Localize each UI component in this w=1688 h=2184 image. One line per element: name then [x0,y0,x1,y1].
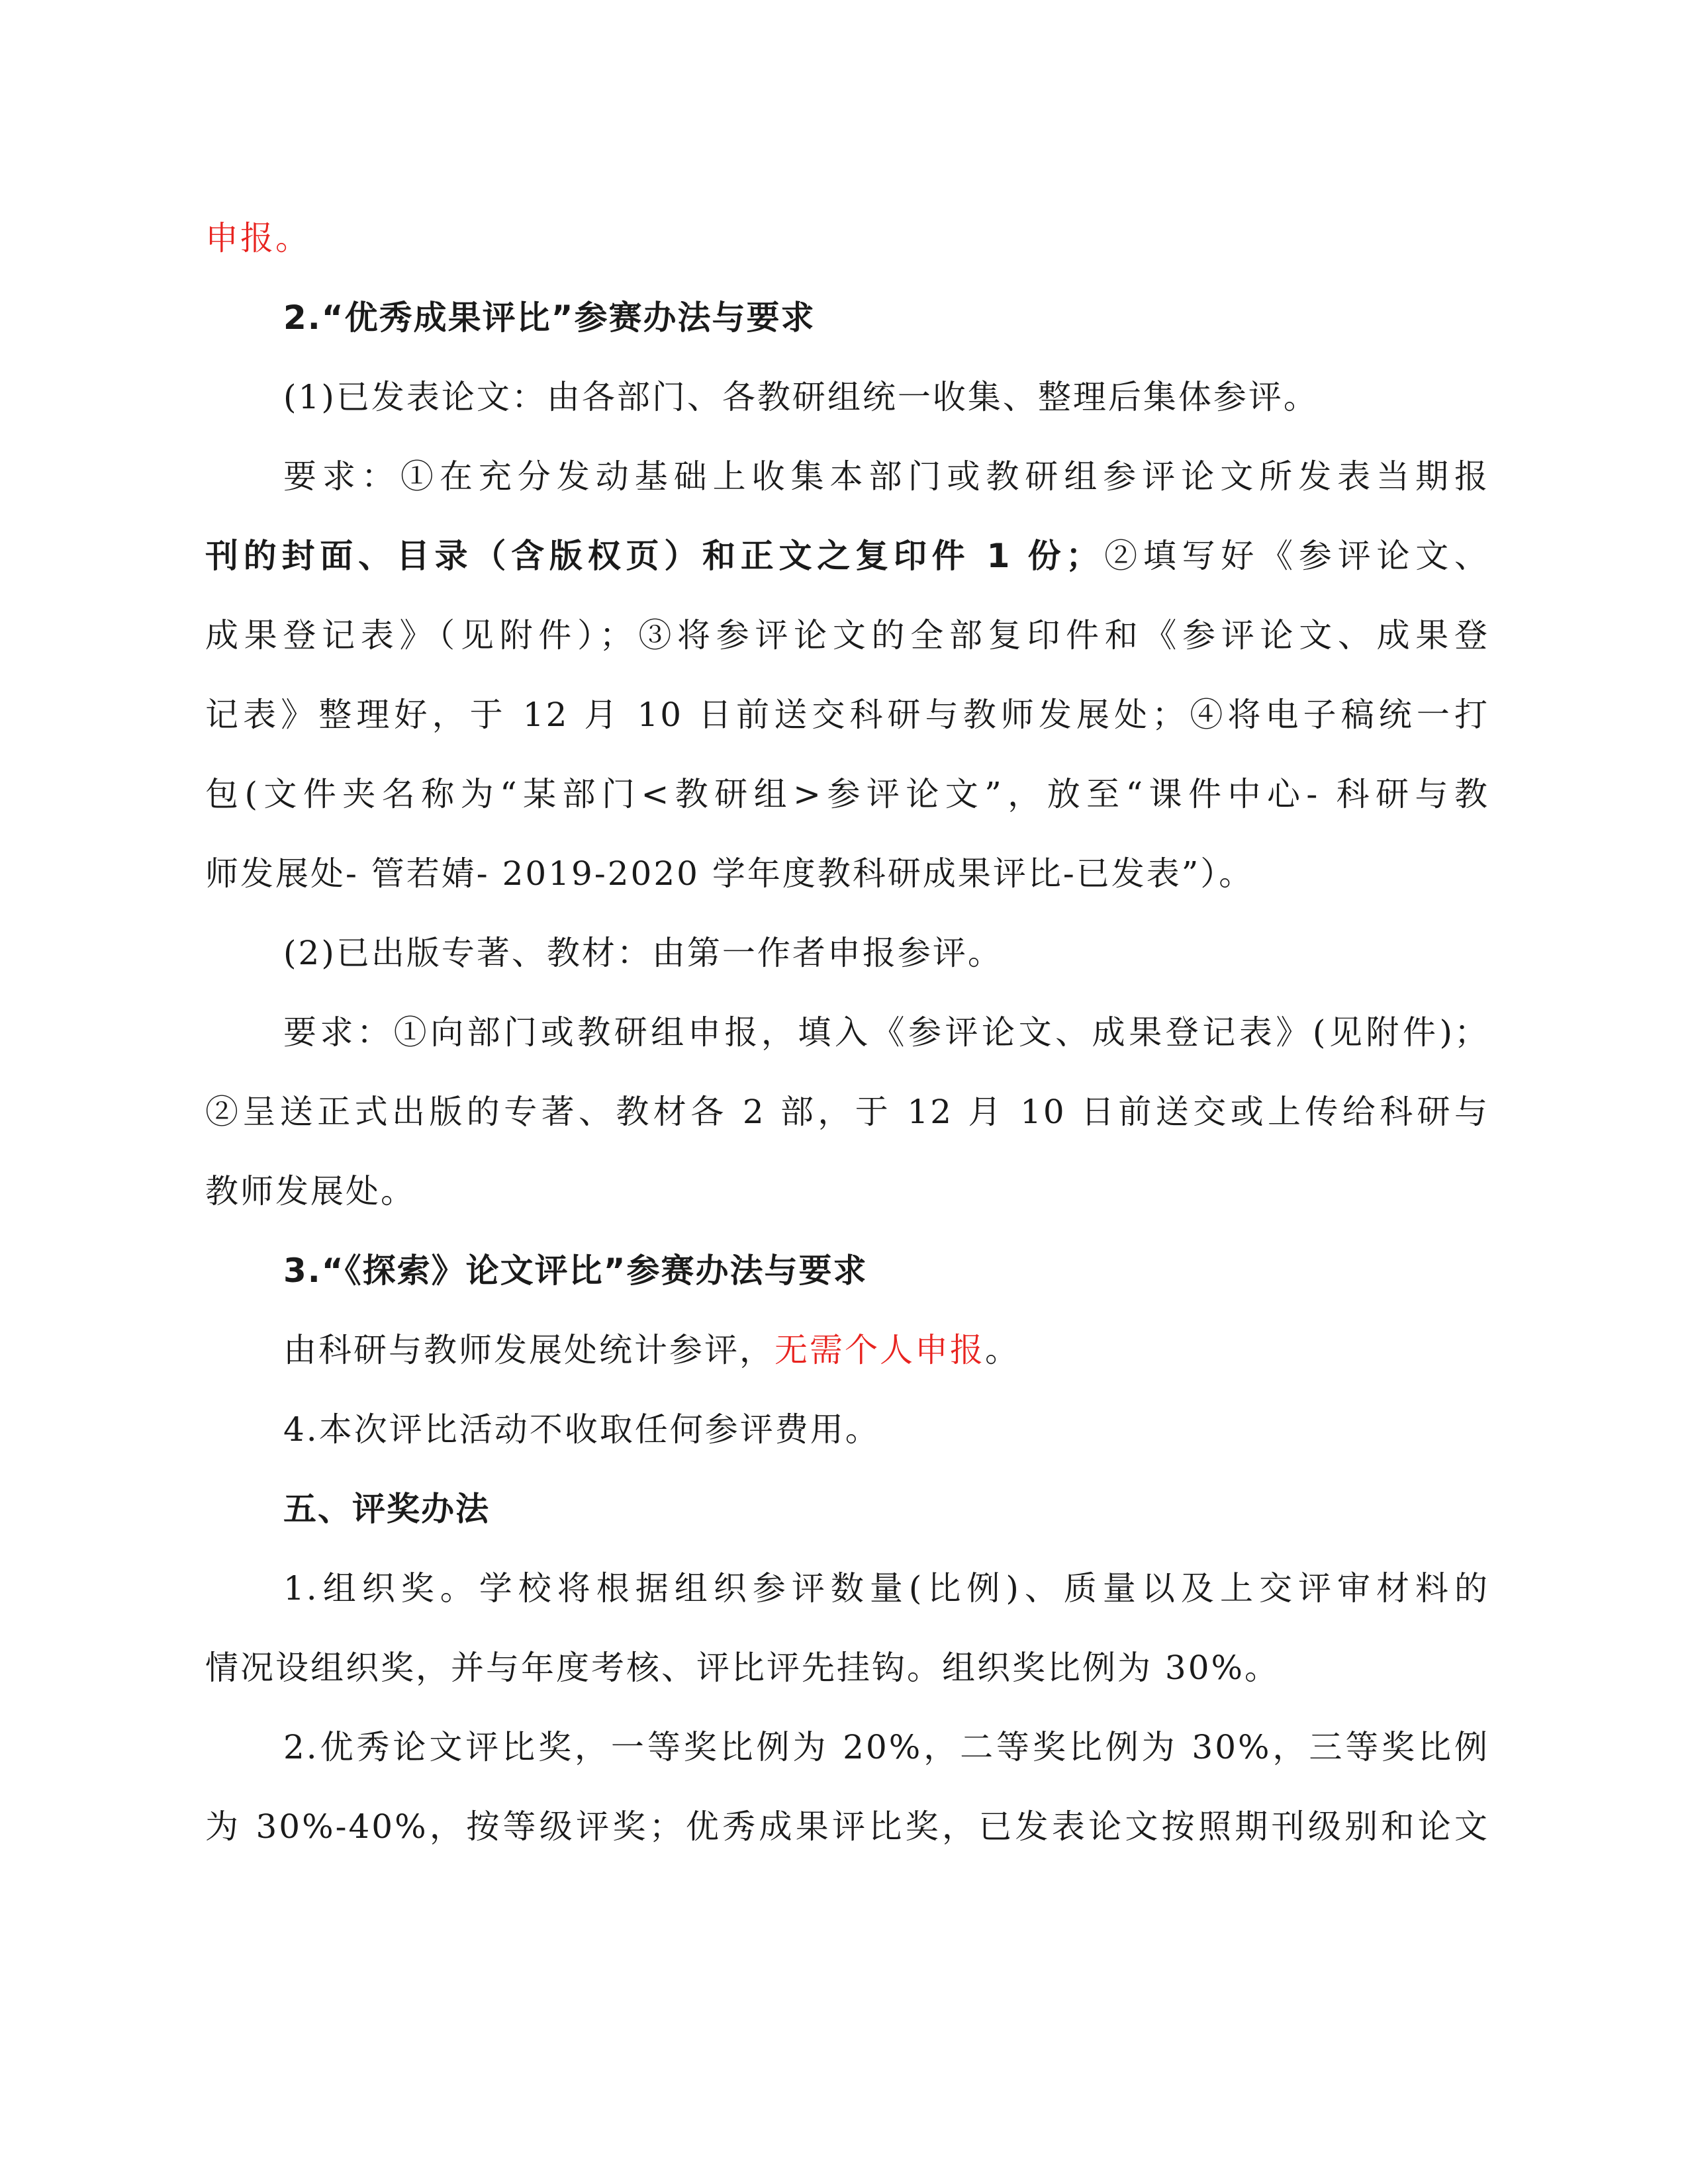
paragraph-line [283,1562,1489,1615]
heading-excellent-results [283,291,1489,344]
paragraph-line [205,768,1489,821]
text-span: 情况设组织奖，并与年度考核、评比评先挂钩。组织奖比例为 30%。 [205,1649,1280,1687]
paragraph-line [205,529,1489,582]
text-span: 包(文件夹名称为“某部门<教研组>参评论文”，放至“课件中心- 科研与教 [205,775,1489,813]
text-span: 师发展处- 管若婧- 2019-2020 学年度教科研成果评比-已发表”）。 [205,854,1254,893]
paragraph-line [283,1324,1489,1377]
text-span: 4.本次评比活动不收取任何参评费用。 [283,1410,880,1449]
text-span: 五、评奖办法 [283,1490,490,1528]
text-span: 2.优秀论文评比奖，一等奖比例为 20%，二等奖比例为 30%，三等奖比例 [283,1728,1489,1766]
text-span: 要求：①向部门或教研组申报，填入《参评论文、成果登记表》(见附件)； [283,1013,1489,1052]
paragraph-line [205,1641,1489,1694]
item-published-papers [283,371,1489,424]
paragraph-line [205,1800,1489,1853]
text-span: 记表》整理好，于 12 月 10 日前送交科研与教师发展处；④将电子稿统一打 [205,696,1489,734]
text-span: 1.组织奖。学校将根据组织参评数量(比例)、质量以及上交评审材料的 [283,1569,1489,1608]
bold-text-span: 刊的封面、目录（含版权页）和正文之复印件 1 份； [205,537,1101,575]
paragraph-line [283,1006,1489,1059]
continued-red-text [205,212,1489,265]
text-span: 。 [985,1331,1020,1369]
text-span: 成果登记表》（见附件）；③将参评论文的全部复印件和《参评论文、成果登 [205,616,1489,655]
paragraph-line [205,1165,1489,1218]
paragraph-line [205,688,1489,741]
text-span: 教师发展处。 [205,1172,416,1210]
item-published-books [283,927,1489,979]
text-span: 由科研与教师发展处统计参评， [283,1331,774,1369]
text-span: ②呈送正式出版的专著、教材各 2 部，于 12 月 10 日前送交或上传给科研与 [205,1093,1489,1131]
paragraph-line [283,1721,1489,1774]
text-span: 3.“《探索》论文评比”参赛办法与要求 [283,1251,868,1290]
heading-exploration-papers [283,1244,1489,1297]
text-span: (2)已出版专著、教材：由第一作者申报参评。 [283,934,1003,972]
text-span: 要求：①在充分发动基础上收集本部门或教研组参评论文所发表当期报 [283,457,1489,496]
red-text-span: 无需个人申报 [774,1331,985,1369]
text-span: 2.“优秀成果评比”参赛办法与要求 [283,298,816,337]
paragraph-line [205,609,1489,662]
text-span: 申报。 [205,219,310,257]
paragraph-line [205,1085,1489,1138]
text-span: 为 30%-40%，按等级评奖；优秀成果评比奖，已发表论文按照期刊级别和论文 [205,1807,1489,1846]
text-span: (1)已发表论文：由各部门、各教研组统一收集、整理后集体参评。 [283,378,1319,416]
section-heading-award-methods [283,1482,1489,1535]
paragraph-line [283,450,1489,503]
text-span: ②填写好《参评论文、 [1100,537,1489,575]
paragraph-line [283,1403,1489,1456]
paragraph-line [205,847,1489,900]
